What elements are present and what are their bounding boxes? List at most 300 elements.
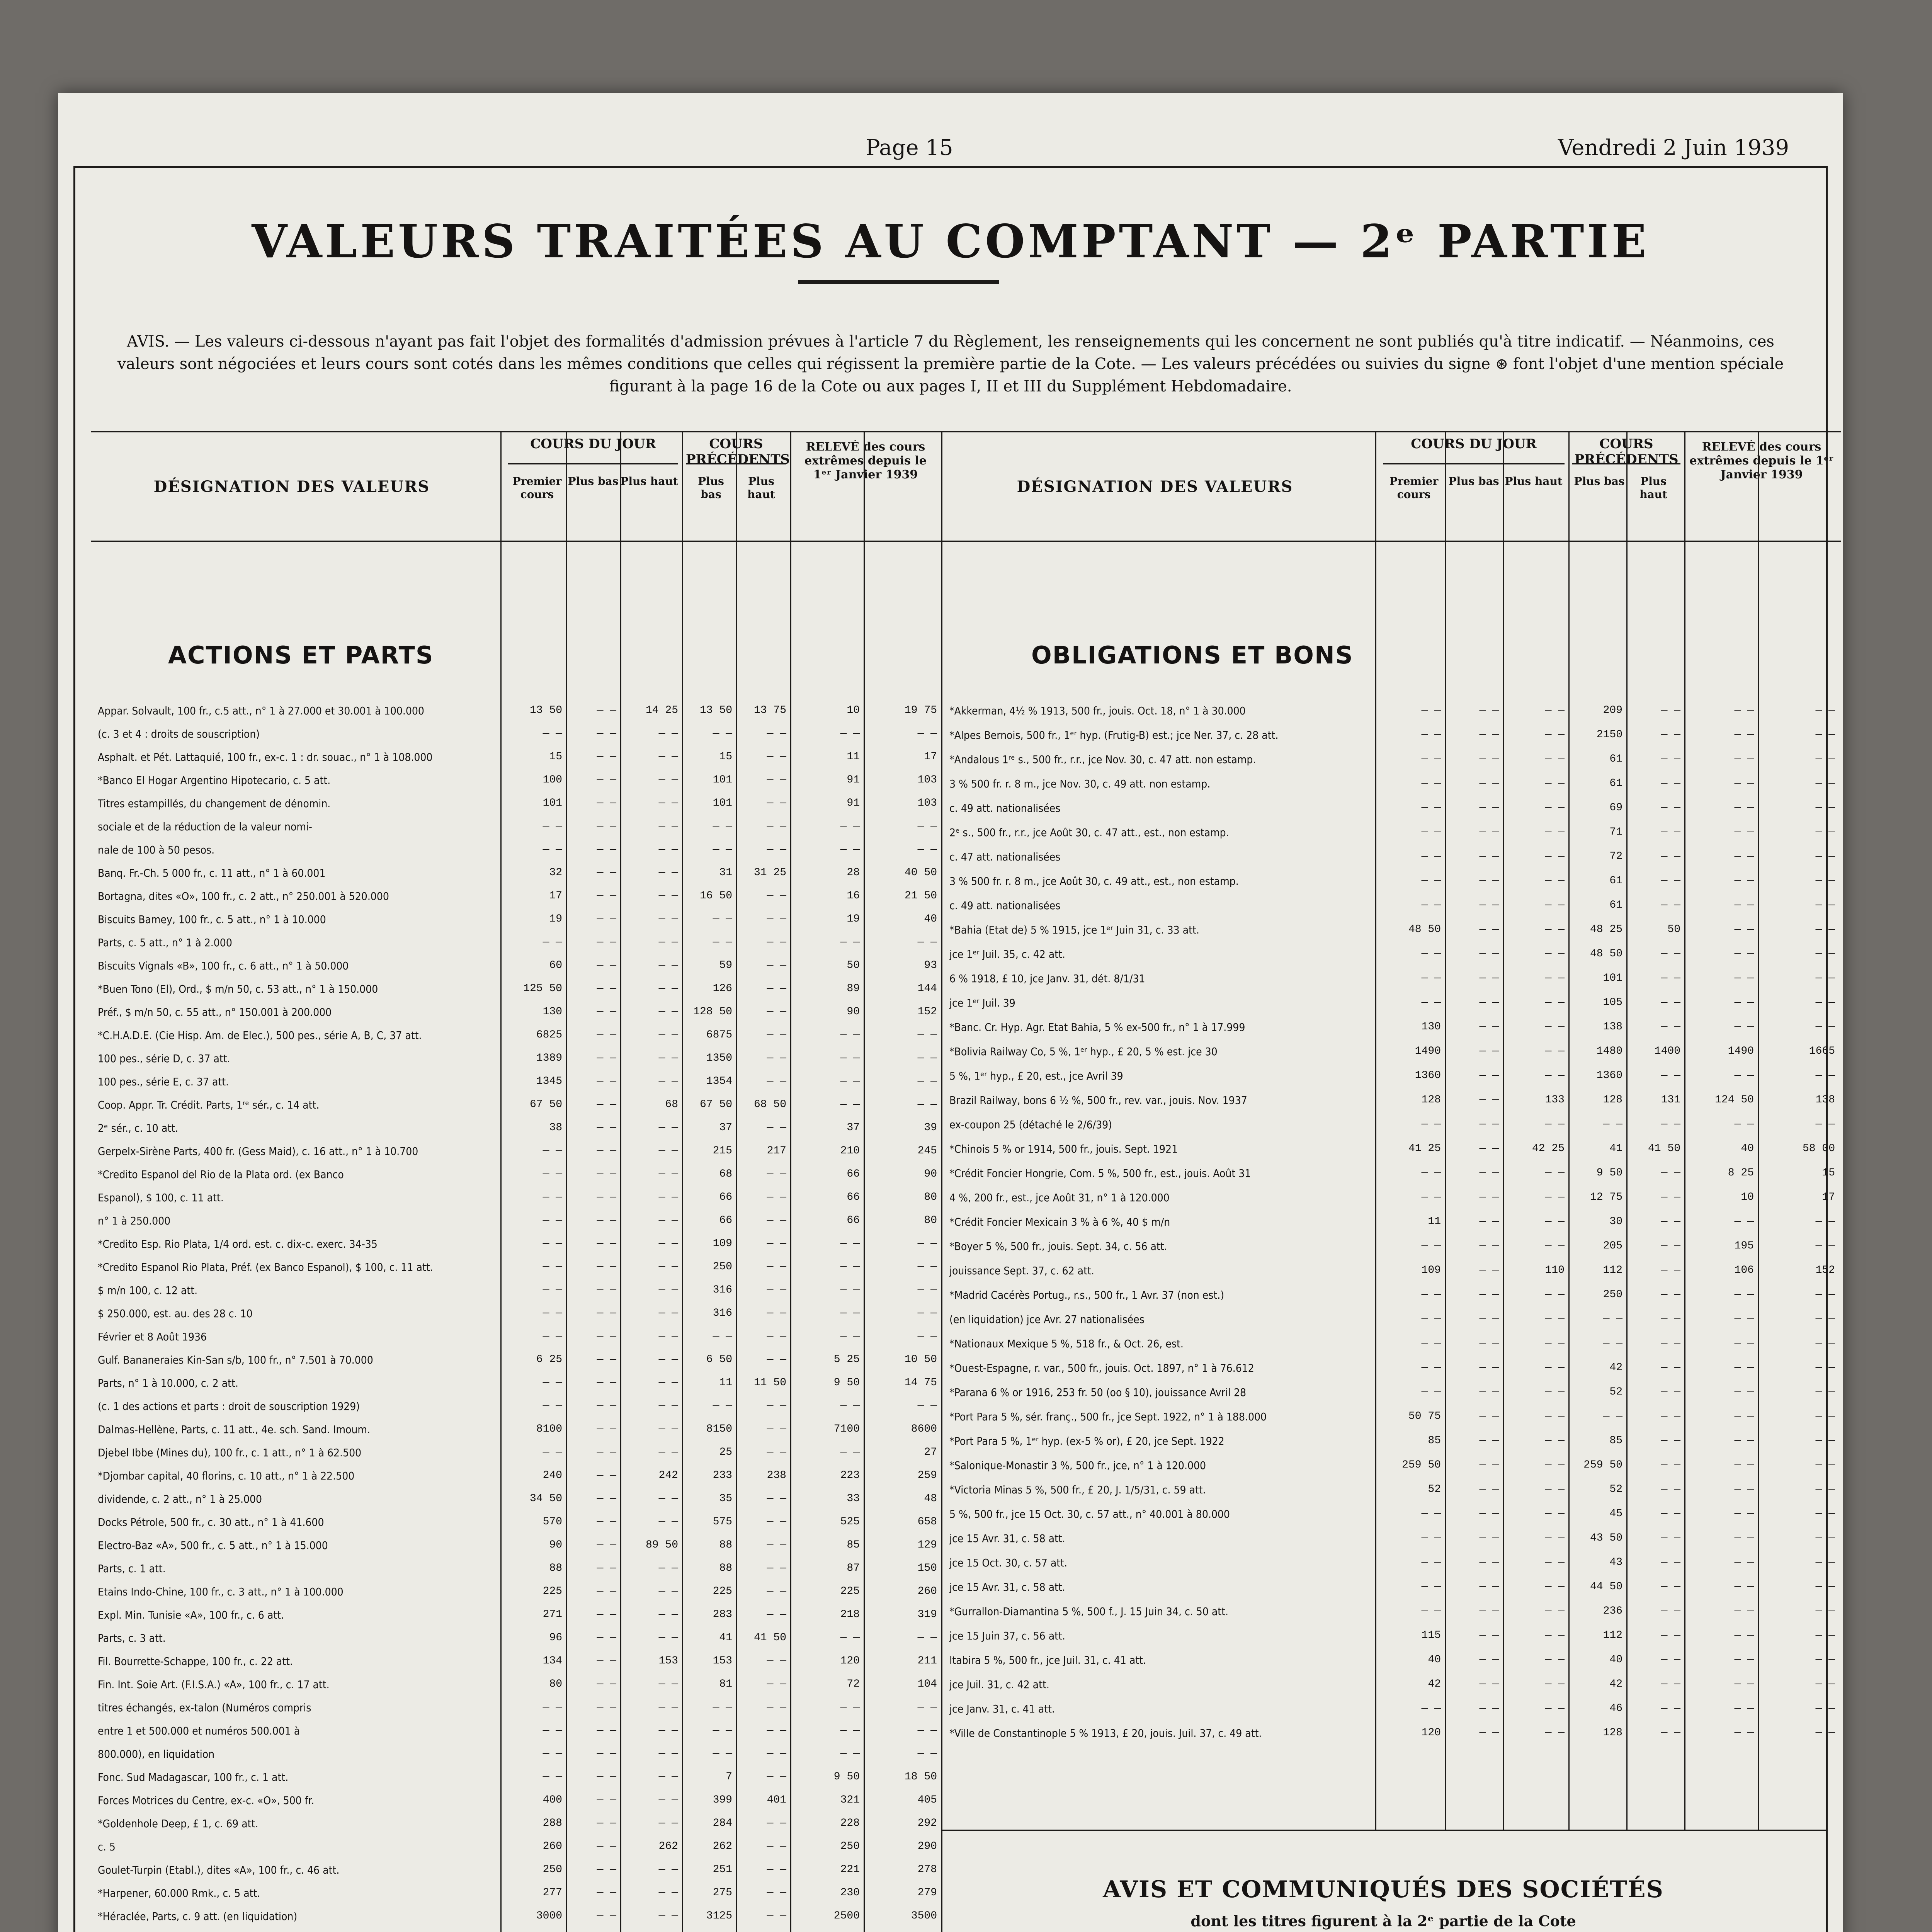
cell-ph: — — [1545,729,1565,741]
table-row [91,1398,941,1415]
table-row [91,1190,941,1207]
table-row [91,1769,941,1786]
cell-pb: — — [597,1330,616,1342]
cell-cpb: 31 [719,867,732,879]
cell-cpb: 16 50 [699,890,732,902]
table-row [942,825,1841,842]
table-row [91,772,941,789]
cell-cph: — — [767,1330,786,1342]
cell-prem: — — [543,1214,562,1226]
cell-prem: — — [543,1238,562,1250]
cell-prem: — — [543,1771,562,1783]
cell-prem: 125 50 [523,983,562,995]
table-row [942,800,1841,817]
cell-rh: 39 [924,1122,937,1134]
cell-rh: — — [1815,1362,1835,1374]
cell-ph: 14 25 [645,704,678,716]
security-name: *Boyer 5 %, 500 fr., jouis. Sept. 34, c. 56 att. [949,1240,1167,1253]
cell-ph: — — [658,1887,678,1899]
cell-pb: — — [597,1864,616,1876]
cell-pb: — — [1479,1289,1499,1301]
cell-rb: 7100 [833,1423,860,1435]
cell-prem: — — [1421,1362,1441,1374]
cell-cpb: 128 50 [693,1006,732,1018]
cell-prem: 90 [549,1539,562,1551]
cell-rh: 658 [917,1516,937,1528]
cell-pb: — — [597,1400,616,1412]
quotation-table [91,431,1841,1932]
cell-rh: — — [1815,826,1835,838]
security-name: *Gurrallon-Diamantina 5 %, 500 f., J. 15 Juin 34, c. 50 att. [949,1605,1229,1618]
cell-cpb: 6875 [706,1029,732,1041]
security-name: jce Janv. 31, c. 41 att. [949,1702,1055,1715]
cell-prem: 17 [549,890,562,902]
cell-ph: — — [1545,1532,1565,1544]
security-name: *Héraclée, Parts, c. 9 att. (en liquidation) [98,1910,298,1923]
security-name: Biscuits Vignals «B», 100 fr., c. 6 att., n° 1 à 50.000 [98,959,349,972]
cell-pb: — — [1479,875,1499,887]
table-row [942,898,1841,915]
security-name: 6 % 1918, £ 10, jce Janv. 31, dét. 8/1/31 [949,972,1145,985]
security-name: (c. 1 des actions et parts : droit de souscription 1929) [98,1400,360,1413]
cell-rh: — — [917,1725,937,1736]
cell-cpb: 236 [1603,1605,1622,1617]
cell-prem: — — [543,1307,562,1319]
cell-rb: 5 25 [833,1354,860,1366]
table-row [942,971,1841,988]
designation-header: DÉSIGNATION DES VALEURS [153,477,430,496]
cell-prem: — — [543,936,562,948]
cell-ph: — — [658,1168,678,1180]
security-name: 100 pes., série E, c. 37 att. [98,1075,229,1088]
cell-ph: — — [1545,802,1565,814]
cell-rb: — — [1734,1556,1754,1568]
cell-rb: — — [1734,1118,1754,1130]
cell-pb: — — [1479,1678,1499,1690]
table-row [942,1287,1841,1304]
cell-cpb: 251 [713,1864,732,1876]
table-row [91,1700,941,1717]
cell-pb: — — [597,1446,616,1458]
security-name: 5 %, 1ᵉʳ hyp., £ 20, est., jce Avril 39 [949,1070,1123,1082]
table-row [91,1051,941,1068]
cell-ph: — — [658,1006,678,1018]
cell-prem: 1389 [536,1052,562,1064]
cell-rh: — — [917,1238,937,1250]
cell-cph: — — [1661,1483,1680,1495]
table-row [942,1019,1841,1036]
cell-ph: — — [1545,1556,1565,1568]
cell-rh: 21 50 [904,890,937,902]
cell-rb: — — [1734,1532,1754,1544]
cell-cph: — — [767,936,786,948]
page-title: VALEURS TRAITÉES AU COMPTANT — 2ᵉ PARTIE [252,214,1650,268]
cell-rb: 525 [840,1516,860,1528]
security-name: *Harpener, 60.000 Rmk., c. 5 att. [98,1887,260,1900]
cell-ph: — — [1545,1581,1565,1593]
page-number: Page 15 [866,135,953,160]
cell-rb: 10 [1741,1191,1754,1203]
cell-ph: — — [658,1423,678,1435]
table-row [942,1311,1841,1328]
cell-cpb: 259 50 [1583,1459,1622,1471]
cell-rb: 9 50 [833,1771,860,1783]
cell-rb: 2500 [833,1910,860,1922]
cell-prem: 40 [1428,1654,1441,1666]
plus-haut-header: Plus haut [620,475,678,488]
cell-ph: — — [1545,1410,1565,1422]
cell-pb: — — [597,1354,616,1366]
cell-cph: — — [767,1678,786,1690]
cell-ph: — — [658,1725,678,1736]
cell-cph: — — [1661,1435,1680,1447]
cell-prem: 128 [1421,1094,1441,1106]
cell-pb: — — [597,1261,616,1273]
cell-rb: — — [1734,1678,1754,1690]
cell-cph: — — [1661,1313,1680,1325]
cell-rh: 279 [917,1887,937,1899]
cell-pb: — — [597,1469,616,1481]
cell-cph: — — [1661,875,1680,887]
cell-cpb: 46 [1609,1702,1622,1714]
security-name: c. 47 att. nationalisées [949,850,1061,863]
cell-pb: — — [1479,1094,1499,1106]
cell-ph: — — [658,1191,678,1203]
plus-haut-header-right: Plus haut [1505,475,1563,488]
cell-cph: — — [767,1771,786,1783]
cell-ph: 153 [658,1655,678,1667]
cell-rb: — — [840,1725,860,1736]
table-row [942,1555,1841,1572]
cell-rb: — — [1734,1629,1754,1641]
cell-cpb: 316 [713,1307,732,1319]
cell-rh: — — [1815,972,1835,984]
cell-prem: — — [543,1261,562,1273]
table-row [91,1491,941,1508]
cell-pb: — — [597,1145,616,1157]
cell-prem: — — [1421,1581,1441,1593]
cell-cpb: 42 [1609,1678,1622,1690]
cell-rb: — — [1734,1313,1754,1325]
cell-rh: 405 [917,1794,937,1806]
cell-rh: 211 [917,1655,937,1667]
cell-cph: — — [767,1516,786,1528]
security-name: jce Juil. 31, c. 42 att. [949,1678,1049,1691]
cell-cpb: 250 [713,1261,732,1273]
cell-rb: 16 [847,890,860,902]
security-name: Gulf. Bananeraies Kin-San s/b, 100 fr., n° 7.501 à 70.000 [98,1354,373,1366]
cell-prem: 570 [543,1516,562,1528]
cell-prem: 6 25 [536,1354,562,1366]
cell-pb: — — [597,1122,616,1134]
cell-cph: — — [1661,1727,1680,1739]
right-table-header [942,432,1841,542]
plus-bas-header-right: Plus bas [1448,475,1499,488]
table-row [91,1097,941,1114]
cell-cph: — — [767,1725,786,1736]
cell-cpb: 6 50 [706,1354,732,1366]
security-name: *Chinois 5 % or 1914, 500 fr., jouis. Sept. 1921 [949,1143,1178,1155]
cell-rb: — — [840,1701,860,1713]
cell-pb: — — [597,1748,616,1760]
cell-ph: — — [658,1817,678,1829]
cell-rh: 8600 [911,1423,937,1435]
cell-ph: — — [658,1493,678,1505]
cell-cpb: 35 [719,1493,732,1505]
table-row [91,1514,941,1531]
cell-rb: — — [840,1400,860,1412]
security-name: Préf., $ m/n 50, c. 55 att., n° 150.001 à 200.000 [98,1006,332,1019]
title-underline [798,280,999,284]
cell-cph: — — [767,1029,786,1041]
cell-pb: — — [597,1771,616,1783]
cell-cph: — — [1661,1605,1680,1617]
cell-cph: — — [1661,948,1680,960]
cell-cph: — — [767,1539,786,1551]
cell-rh: — — [917,1099,937,1111]
cell-cpb: 15 [719,751,732,763]
table-row [942,1044,1841,1061]
cell-rh: — — [1815,704,1835,716]
cell-prem: 52 [1428,1483,1441,1495]
cell-ph: — — [658,1632,678,1644]
cell-prem: — — [1421,1702,1441,1714]
cell-rh: — — [1815,1289,1835,1301]
cell-cpb: — — [713,1725,732,1736]
cell-rh: — — [1815,802,1835,814]
cell-prem: — — [1421,1556,1441,1568]
security-name: 3 % 500 fr. r. 8 m., jce Nov. 30, c. 49 att. non estamp. [949,777,1211,790]
cell-cpb: 72 [1609,850,1622,862]
cell-ph: — — [658,1701,678,1713]
cell-rh: — — [1815,997,1835,1009]
cell-pb: — — [597,1794,616,1806]
cell-cph: 50 [1667,923,1680,935]
cell-rb: 91 [847,774,860,786]
cell-ph: — — [1545,704,1565,716]
cell-cpb: 9 50 [1596,1167,1622,1179]
cell-cph: — — [1661,1508,1680,1520]
security-name: c. 5 [98,1840,116,1853]
cell-cph: 401 [767,1794,786,1806]
cell-ph: — — [658,1910,678,1922]
security-name: *Banco El Hogar Argentino Hipotecario, c. 5 att. [98,774,331,787]
cell-prem: 32 [549,867,562,879]
cell-prem: — — [543,1725,562,1736]
cell-cph: — — [767,774,786,786]
cell-cph: 217 [767,1145,786,1157]
cell-rb: — — [1734,997,1754,1009]
cell-ph: — — [1545,1702,1565,1714]
cell-pb: — — [597,820,616,832]
cell-cpb: — — [1603,1118,1622,1130]
cell-prem: — — [1421,1191,1441,1203]
cell-rb: 33 [847,1493,860,1505]
security-name: Goulet-Turpin (Etabl.), dites «A», 100 fr., c. 46 att. [98,1864,340,1876]
security-name: nale de 100 à 50 pesos. [98,844,215,856]
cell-rh: 104 [917,1678,937,1690]
cell-rh: — — [917,1261,937,1273]
cell-ph: — — [1545,1167,1565,1179]
cell-cpb: 7 [726,1771,732,1783]
security-name: n° 1 à 250.000 [98,1214,171,1227]
cell-cph: — — [767,1006,786,1018]
table-row [942,1117,1841,1134]
cell-pb: — — [597,1214,616,1226]
cell-rb: — — [840,1632,860,1644]
cell-prem: 288 [543,1817,562,1829]
table-row [942,1263,1841,1280]
cell-cpb: 71 [1609,826,1622,838]
cell-rb: — — [1734,1508,1754,1520]
table-row [91,1793,941,1810]
cell-cph: — — [1661,1289,1680,1301]
cell-rb: 50 [847,959,860,971]
cell-rb: — — [1734,1410,1754,1422]
cell-prem: — — [543,1701,562,1713]
table-row [91,1537,941,1554]
cell-rh: — — [1815,1581,1835,1593]
cell-pb: — — [1479,1264,1499,1276]
cell-pb: — — [597,1006,616,1018]
cell-ph: — — [658,1400,678,1412]
cell-cph: — — [1661,826,1680,838]
security-name: Biscuits Bamey, 100 fr., c. 5 att., n° 1 à 10.000 [98,913,326,926]
cell-prem: 8100 [536,1423,562,1435]
cell-rh: — — [917,936,937,948]
table-row [942,1190,1841,1207]
cell-cpb: 233 [713,1469,732,1481]
security-name: *Ville de Constantinople 5 % 1913, £ 20, jouis. Juil. 37, c. 49 att. [949,1727,1262,1740]
cell-rb: — — [1734,1459,1754,1471]
security-name: *Goldenhole Deep, £ 1, c. 69 att. [98,1817,259,1830]
cell-cph: — — [767,1122,786,1134]
cell-prem: 260 [543,1840,562,1852]
cell-cpb: 67 50 [699,1099,732,1111]
cell-cph: — — [767,1609,786,1621]
cell-cph: — — [1661,1581,1680,1593]
cell-cpb: 8150 [706,1423,732,1435]
security-name: Bortagna, dites «O», 100 fr., c. 2 att., n° 250.001 à 520.000 [98,890,389,903]
security-name: *Akkerman, 4½ % 1913, 500 fr., jouis. Oct. 18, n° 1 à 30.000 [949,704,1246,717]
cell-ph: — — [1545,1483,1565,1495]
cell-prem: — — [543,1191,562,1203]
cell-pb: — — [1479,704,1499,716]
table-row [91,1375,941,1392]
cell-cpb: 209 [1603,704,1622,716]
cell-rh: — — [917,1400,937,1412]
cell-prem: — — [1421,1532,1441,1544]
cell-prem: 88 [549,1562,562,1574]
cell-prem: 19 [549,913,562,925]
prec-plus-bas-header-right: Plus bas [1574,475,1625,488]
security-name: *Djombar capital, 40 florins, c. 10 att., n° 1 à 22.500 [98,1469,355,1482]
table-row [91,1306,941,1323]
cell-prem: 50 75 [1408,1410,1441,1422]
cell-cph: — — [767,1562,786,1574]
cell-cph: — — [767,820,786,832]
table-row [942,1433,1841,1450]
cell-cpb: 262 [713,1840,732,1852]
table-row [942,1604,1841,1621]
table-row [91,1143,941,1160]
cell-cpb: 284 [713,1817,732,1829]
cell-cph: — — [767,983,786,995]
cell-rh: — — [1815,1118,1835,1130]
cell-pb: — — [1479,1702,1499,1714]
cell-cph: — — [1661,1410,1680,1422]
table-row [942,1458,1841,1475]
cell-cph: — — [767,1052,786,1064]
table-row [942,1092,1841,1109]
cell-cph: — — [1661,850,1680,862]
table-row [91,1004,941,1021]
table-row [91,1607,941,1624]
cell-cph: — — [1661,1167,1680,1179]
cell-rh: — — [917,1284,937,1296]
cell-ph: — — [658,1354,678,1366]
cell-rh: 259 [917,1469,937,1481]
cell-ph: — — [658,890,678,902]
cell-cph: — — [767,1214,786,1226]
cell-ph: — — [1545,1313,1565,1325]
cell-cph: — — [1661,1070,1680,1082]
cell-cph: — — [1661,1362,1680,1374]
cell-pb: — — [1479,1362,1499,1374]
cell-cph: — — [767,751,786,763]
security-name: jce 15 Avr. 31, c. 58 att. [949,1532,1065,1545]
cell-cpb: 126 [713,983,732,995]
cell-cpb: — — [713,1330,732,1342]
cell-cph: — — [1661,1702,1680,1714]
security-name: dividende, c. 2 att., n° 1 à 25.000 [98,1493,262,1505]
cell-rb: — — [1734,802,1754,814]
table-row [91,1862,941,1879]
cell-ph: — — [1545,1654,1565,1666]
cell-cpb: 61 [1609,753,1622,765]
security-name: Brazil Railway, bons 6 ½ %, 500 fr., rev. var., jouis. Nov. 1937 [949,1094,1247,1107]
cell-ph: — — [658,1771,678,1783]
cell-cpb: 215 [713,1145,732,1157]
cell-prem: 134 [543,1655,562,1667]
cell-cph: — — [1661,1216,1680,1228]
cell-rb: — — [840,1075,860,1087]
cell-rb: — — [1734,899,1754,911]
table-row [942,1701,1841,1718]
cell-cph: — — [767,1864,786,1876]
cell-prem: — — [1421,1508,1441,1520]
security-name: jce 15 Oct. 30, c. 57 att. [949,1556,1068,1569]
cell-prem: — — [1421,1313,1441,1325]
cell-cph: — — [767,1446,786,1458]
cell-pb: — — [1479,1337,1499,1349]
security-name: Forces Motrices du Centre, ex-c. «O», 500 fr. [98,1794,315,1807]
cell-rb: — — [1734,875,1754,887]
cell-cph: — — [767,1191,786,1203]
cell-cpb: 69 [1609,802,1622,814]
cell-pb: — — [597,1910,616,1922]
table-row [91,1630,941,1647]
cell-cph: 41 50 [753,1632,786,1644]
cell-rb: 87 [847,1562,860,1574]
cell-pb: — — [1479,1313,1499,1325]
cell-cph: — — [1661,802,1680,814]
cell-pb: — — [1479,1629,1499,1641]
cell-rh: — — [1815,1070,1835,1082]
cell-cpb: — — [1603,1337,1622,1349]
cell-ph: — — [658,774,678,786]
cell-pb: — — [1479,899,1499,911]
